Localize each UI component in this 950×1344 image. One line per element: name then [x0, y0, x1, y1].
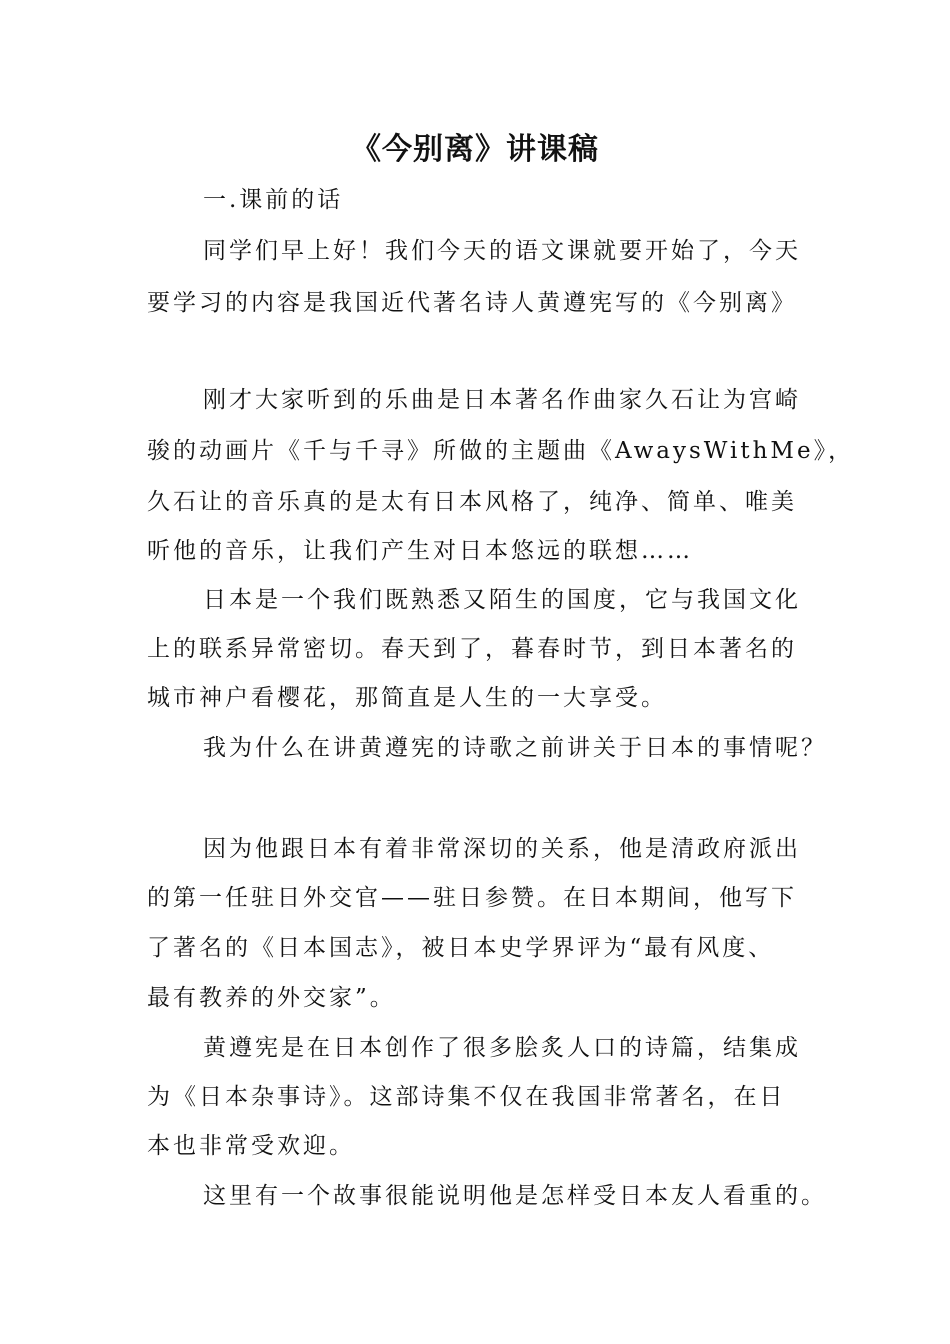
paragraph-line: 我为什么在讲黄遵宪的诗歌之前讲关于日本的事情呢？: [203, 735, 827, 761]
paragraph-line: 因为他跟日本有着非常深切的关系，他是清政府派出: [203, 836, 801, 862]
paragraph-line: 这里有一个故事很能说明他是怎样受日本友人看重的。: [203, 1183, 827, 1209]
paragraph-line: 骏的动画片《千与千寻》所做的主题曲《AwaysWithMe》，: [147, 438, 855, 464]
paragraph-line: 城市神户看樱花，那简直是人生的一大享受。: [147, 685, 667, 711]
document-title: 《今别离》讲课稿: [351, 132, 599, 167]
paragraph-line: 了著名的《日本国志》，被日本史学界评为“最有风度、: [147, 935, 775, 961]
section-heading: 一.课前的话: [203, 187, 344, 213]
paragraph-line: 最有教养的外交家”。: [147, 985, 396, 1011]
paragraph-line: 本也非常受欢迎。: [147, 1133, 355, 1159]
paragraph-line: 刚才大家听到的乐曲是日本著名作曲家久石让为宫崎: [203, 387, 801, 413]
paragraph-line: 要学习的内容是我国近代著名诗人黄遵宪写的《今别离》: [147, 290, 797, 316]
paragraph-line: 黄遵宪是在日本创作了很多脍炙人口的诗篇，结集成: [203, 1035, 801, 1061]
paragraph-line: 同学们早上好！我们今天的语文课就要开始了，今天: [203, 238, 801, 264]
paragraph-line: 的第一任驻日外交官——驻日参赞。在日本期间，他写下: [147, 885, 797, 911]
paragraph-line: 听他的音乐，让我们产生对日本悠远的联想……: [147, 538, 693, 564]
paragraph-line: 上的联系异常密切。春天到了，暮春时节，到日本著名的: [147, 636, 797, 662]
paragraph-line: 久石让的音乐真的是太有日本风格了，纯净、简单、唯美: [147, 489, 797, 515]
paragraph-line: 日本是一个我们既熟悉又陌生的国度，它与我国文化: [203, 587, 801, 613]
paragraph-line: 为《日本杂事诗》。这部诗集不仅在我国非常著名，在日: [147, 1084, 786, 1110]
